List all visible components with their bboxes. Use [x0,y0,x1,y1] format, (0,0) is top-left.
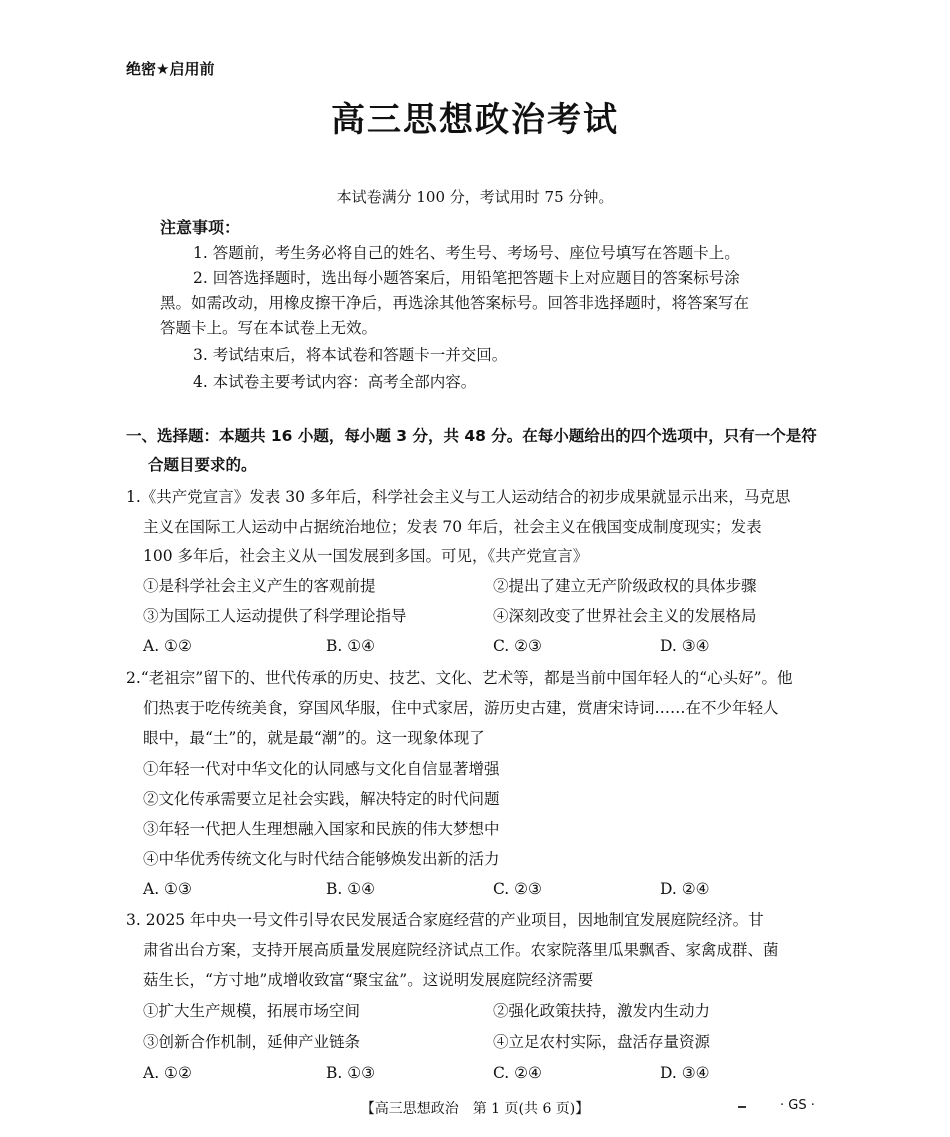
section-heading: 一、选择题：本题共 16 小题，每小题 3 分，共 48 分。在每小题给出的四个选项中，只有一个是符 [126,427,817,445]
question-1-stem: 100 多年后，社会主义从一国发展到多国。可见，《共产党宣言》 [143,547,589,565]
question-3-statement: ④立足农村实际，盘活存量资源 [493,1033,711,1051]
question-2-choice: B. ①④ [326,880,376,898]
question-2-statement: ①年轻一代对中华文化的认同感与文化自信显著增强 [143,760,500,778]
question-3-choice: D. ③④ [660,1064,710,1082]
question-1-statement: ①是科学社会主义产生的客观前提 [143,577,376,595]
question-3-choice: C. ②④ [493,1064,542,1082]
question-2-choice: A. ①③ [143,880,192,898]
question-3-statement: ②强化政策扶持，激发内生动力 [493,1002,711,1020]
notice-line: 答题卡上。写在本试卷上无效。 [160,319,378,337]
question-3-stem: 菇生长，“方寸地”成增收致富“聚宝盆”。这说明发展庭院经济需要 [143,971,594,989]
notice-line: 3. 考试结束后，将本试卷和答题卡一并交回。 [193,346,508,364]
question-3-stem: 3. 2025 年中央一号文件引导农民发展适合家庭经营的产业项目，因地制宜发展庭院经济。甘 [126,911,764,929]
score-line: 本试卷满分 100 分，考试用时 75 分钟。 [336,188,614,206]
question-1-stem: 1.《共产党宣言》发表 30 多年后，科学社会主义与工人运动结合的初步成果就显示出来，马克思 [126,488,791,506]
question-3-statement: ③创新合作机制，延伸产业链条 [143,1033,361,1051]
question-1-statement: ③为国际工人运动提供了科学理论指导 [143,607,407,625]
question-1-statement: ②提出了建立无产阶级政权的具体步骤 [493,577,757,595]
page-title: 高三思想政治考试 [331,100,619,140]
question-1-choice: A. ①② [143,637,192,655]
question-3-choice: B. ①③ [326,1064,376,1082]
footer-dash [738,1106,746,1108]
notice-line: 1. 答题前，考生务必将自己的姓名、考生号、考场号、座位号填写在答题卡上。 [193,244,740,262]
question-3-choice: A. ①② [143,1064,192,1082]
notice-line: 黑。如需改动，用橡皮擦干净后，再选涂其他答案标号。回答非选择题时，将答案写在 [160,294,750,312]
question-2-choice: C. ②③ [493,880,542,898]
notice-line: 2. 回答选择题时，选出每小题答案后，用铅笔把答题卡上对应题目的答案标号涂 [193,269,740,287]
question-3-stem: 肃省出台方案，支持开展高质量发展庭院经济试点工作。农家院落里瓜果飘香、家禽成群、菌 [143,941,779,959]
section-heading-cont: 合题目要求的。 [148,456,257,474]
question-1-stem: 主义在国际工人运动中占据统治地位；发表 70 年后，社会主义在俄国变成制度现实；发表 [143,518,762,536]
question-3-statement: ①扩大生产规模，拓展市场空间 [143,1002,361,1020]
notice-title: 注意事项： [160,218,241,237]
question-2-statement: ④中华优秀传统文化与时代结合能够焕发出新的活力 [143,850,500,868]
question-2-choice: D. ②④ [660,880,710,898]
notice-line: 4. 本试卷主要考试内容：高考全部内容。 [193,373,477,391]
question-2-stem: 眼中，最“土”的，就是最“潮”的。这一现象体现了 [143,729,485,747]
page-footer: 【高三思想政治 第 1 页(共 6 页)】 [360,1101,590,1117]
secret-label: 绝密★启用前 [126,60,215,78]
question-1-choice: C. ②③ [493,637,542,655]
question-1-statement: ④深刻改变了世界社会主义的发展格局 [493,607,757,625]
question-1-choice: B. ①④ [326,637,376,655]
question-2-stem: 2.“老祖宗”留下的、世代传承的历史、技艺、文化、艺术等，都是当前中国年轻人的“心头好”。他 [126,669,793,687]
question-2-statement: ②文化传承需要立足社会实践，解决特定的时代问题 [143,790,500,808]
question-1-choice: D. ③④ [660,637,710,655]
question-2-stem: 们热衷于吃传统美食，穿国风华服，住中式家居，游历史古建，赏唐宋诗词……在不少年轻人 [143,699,779,717]
question-2-statement: ③年轻一代把人生理想融入国家和民族的伟大梦想中 [143,820,500,838]
footer-code: · GS · [780,1098,815,1113]
